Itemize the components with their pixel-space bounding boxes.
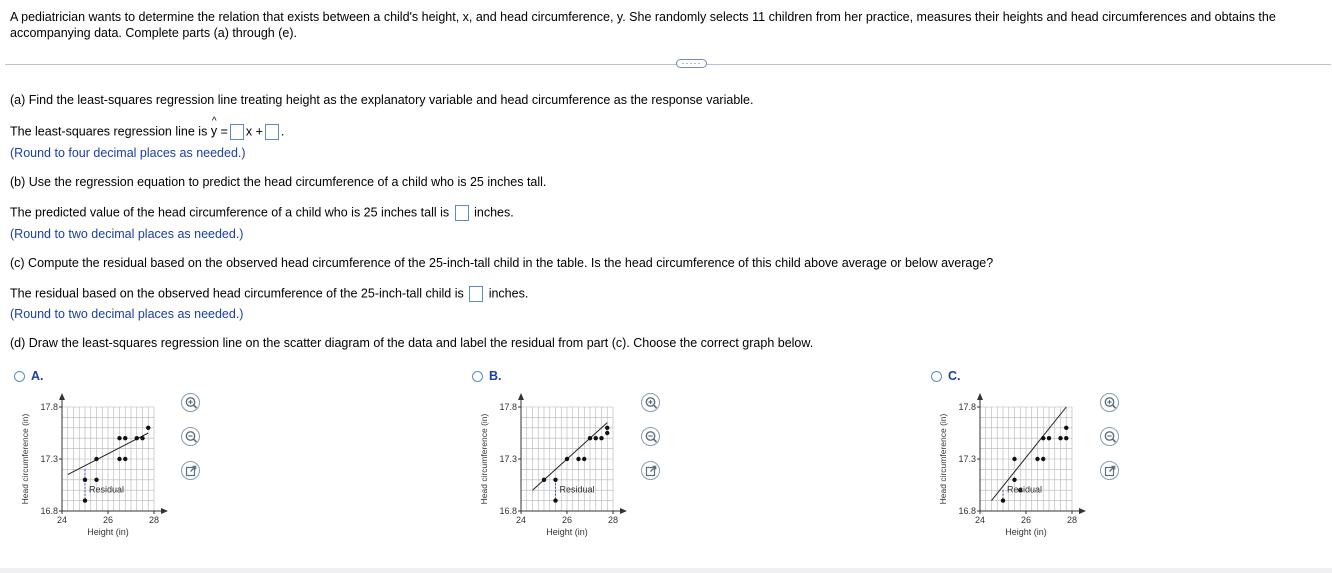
x-axis-arrow <box>161 508 168 514</box>
y-tick-label: 17.8 <box>40 402 58 412</box>
problem-intro: A pediatrician wants to determine the relation that exists between a child's height, x, and head circumference, y. She randomly selects 11 children from her practice, measures their heights and head circumferences and obtains the accompanying data. Complete parts (a) through (e). <box>10 10 1276 40</box>
part-b-answer-prefix: The predicted value of the head circumference of a child who is 25 inches tall is <box>10 205 450 220</box>
equals-sign: = <box>220 124 228 139</box>
grid <box>980 407 1072 511</box>
x-axis-label: Height (in) <box>1005 527 1047 537</box>
part-a-answer-line <box>10 116 285 140</box>
residual-input[interactable] <box>469 286 483 302</box>
x-tick-label: 24 <box>56 515 68 525</box>
y-axis-arrow <box>977 393 983 400</box>
y-axis-label: Head circumference (in) <box>479 413 489 505</box>
option-a-label: A. <box>31 369 44 383</box>
x-tick-label: 28 <box>1066 515 1078 525</box>
period: . <box>280 124 285 139</box>
data-point <box>1047 436 1051 440</box>
grid <box>62 407 154 511</box>
y-tick-label: 16.8 <box>499 506 517 516</box>
graph-option-a <box>18 393 168 545</box>
part-a-hint: (Round to four decimal places as needed.) <box>10 146 246 160</box>
intercept-input[interactable] <box>265 124 279 140</box>
data-point <box>1064 436 1068 440</box>
part-c-hint: (Round to two decimal places as needed.) <box>10 307 244 321</box>
y-tick-label: 17.3 <box>499 454 517 464</box>
data-point <box>146 426 150 430</box>
y-hat-symbol: ^ y <box>210 116 218 139</box>
y-tick-label: 17.8 <box>499 402 517 412</box>
option-a[interactable] <box>14 369 44 383</box>
x-axis-label: Height (in) <box>87 527 129 537</box>
data-point <box>94 457 98 461</box>
data-point <box>83 478 87 482</box>
data-point <box>123 457 127 461</box>
part-c-question: (c) Compute the residual based on the observed head circumference of the 25-inch-tall child in the table. Is the head circumference of this child above average or below average? <box>10 256 994 270</box>
y-tick-label: 17.3 <box>958 454 976 464</box>
data-point <box>553 478 557 482</box>
section-divider <box>5 64 1331 65</box>
part-d-question: (d) Draw the least-squares regression line on the scatter diagram of the data and label the residual from part (c). Choose the correct graph below. <box>10 336 814 350</box>
part-c-answer-prefix: The residual based on the observed head circumference of the 25-inch-tall child is <box>10 286 464 301</box>
zoom-out-icon[interactable] <box>641 427 660 446</box>
data-point <box>1012 457 1016 461</box>
data-point <box>123 436 127 440</box>
part-b-answer-suffix: inches. <box>474 205 514 220</box>
x-tick-label: 28 <box>148 515 160 525</box>
bottom-scroll-area <box>0 568 1332 573</box>
option-b[interactable] <box>472 369 502 383</box>
data-point <box>576 457 580 461</box>
data-point <box>1041 457 1045 461</box>
data-point <box>1064 426 1068 430</box>
data-point <box>565 457 569 461</box>
part-a-question: (a) Find the least-squares regression line treating height as the explanatory variable and head circumference as the response variable. <box>10 93 754 107</box>
x-tick-label: 26 <box>561 515 573 525</box>
y-axis-arrow <box>59 393 65 400</box>
x-tick-label: 26 <box>102 515 114 525</box>
zoom-out-icon[interactable] <box>1100 427 1119 446</box>
x-axis-label: Height (in) <box>546 527 588 537</box>
zoom-in-icon[interactable] <box>641 393 660 412</box>
data-point <box>135 436 139 440</box>
zoom-out-icon[interactable] <box>181 427 200 446</box>
data-point <box>605 431 609 435</box>
option-a-radio[interactable] <box>14 371 25 382</box>
data-point <box>94 478 98 482</box>
x-plus-label: x + <box>245 124 263 139</box>
y-tick-label: 16.8 <box>958 506 976 516</box>
residual-label: Residual <box>89 484 125 495</box>
part-a-answer-prefix: The least-squares regression line is <box>10 124 208 139</box>
open-new-window-icon[interactable] <box>641 461 660 480</box>
y-tick-label: 16.8 <box>40 506 58 516</box>
x-tick-label: 26 <box>1020 515 1032 525</box>
data-point <box>553 498 557 502</box>
open-new-window-icon[interactable] <box>1100 461 1119 480</box>
zoom-in-icon[interactable] <box>181 393 200 412</box>
predicted-value-input[interactable] <box>455 205 469 221</box>
option-b-radio[interactable] <box>472 371 483 382</box>
data-point <box>588 436 592 440</box>
zoom-in-icon[interactable] <box>1100 393 1119 412</box>
residual-label: Residual <box>1007 484 1043 495</box>
data-point <box>140 436 144 440</box>
data-point <box>542 478 546 482</box>
part-b-answer-line <box>10 205 514 221</box>
show-more-button[interactable]: ····· <box>676 59 707 68</box>
option-c-radio[interactable] <box>931 371 942 382</box>
data-point <box>1058 436 1062 440</box>
data-point <box>83 498 87 502</box>
x-tick-label: 28 <box>607 515 619 525</box>
part-c-answer-line <box>10 286 528 302</box>
data-point <box>1035 457 1039 461</box>
y-tick-label: 17.3 <box>40 454 58 464</box>
y-axis-label: Head circumference (in) <box>20 413 30 505</box>
data-point <box>1001 498 1005 502</box>
y-axis-arrow <box>518 393 524 400</box>
slope-input[interactable] <box>230 124 244 140</box>
residual-label: Residual <box>559 484 595 495</box>
part-b-hint: (Round to two decimal places as needed.) <box>10 227 244 241</box>
part-c-answer-suffix: inches. <box>488 286 529 301</box>
x-axis-arrow <box>620 508 627 514</box>
data-point <box>605 426 609 430</box>
data-point <box>117 457 121 461</box>
graph-option-b <box>477 393 627 545</box>
data-point <box>594 436 598 440</box>
x-tick-label: 24 <box>974 515 986 525</box>
data-point <box>117 436 121 440</box>
x-tick-label: 24 <box>515 515 527 525</box>
option-c-label: C. <box>948 369 961 383</box>
data-point <box>1041 436 1045 440</box>
y-axis-label: Head circumference (in) <box>938 413 948 505</box>
data-point <box>599 436 603 440</box>
option-b-label: B. <box>489 369 502 383</box>
option-c[interactable] <box>931 369 961 383</box>
part-b-question: (b) Use the regression equation to predict the head circumference of a child who is 25 inches tall. <box>10 175 547 189</box>
x-axis-arrow <box>1079 508 1086 514</box>
y-tick-label: 17.8 <box>958 402 976 412</box>
data-point <box>1012 478 1016 482</box>
open-new-window-icon[interactable] <box>181 461 200 480</box>
data-point <box>582 457 586 461</box>
graph-option-c <box>936 393 1086 545</box>
